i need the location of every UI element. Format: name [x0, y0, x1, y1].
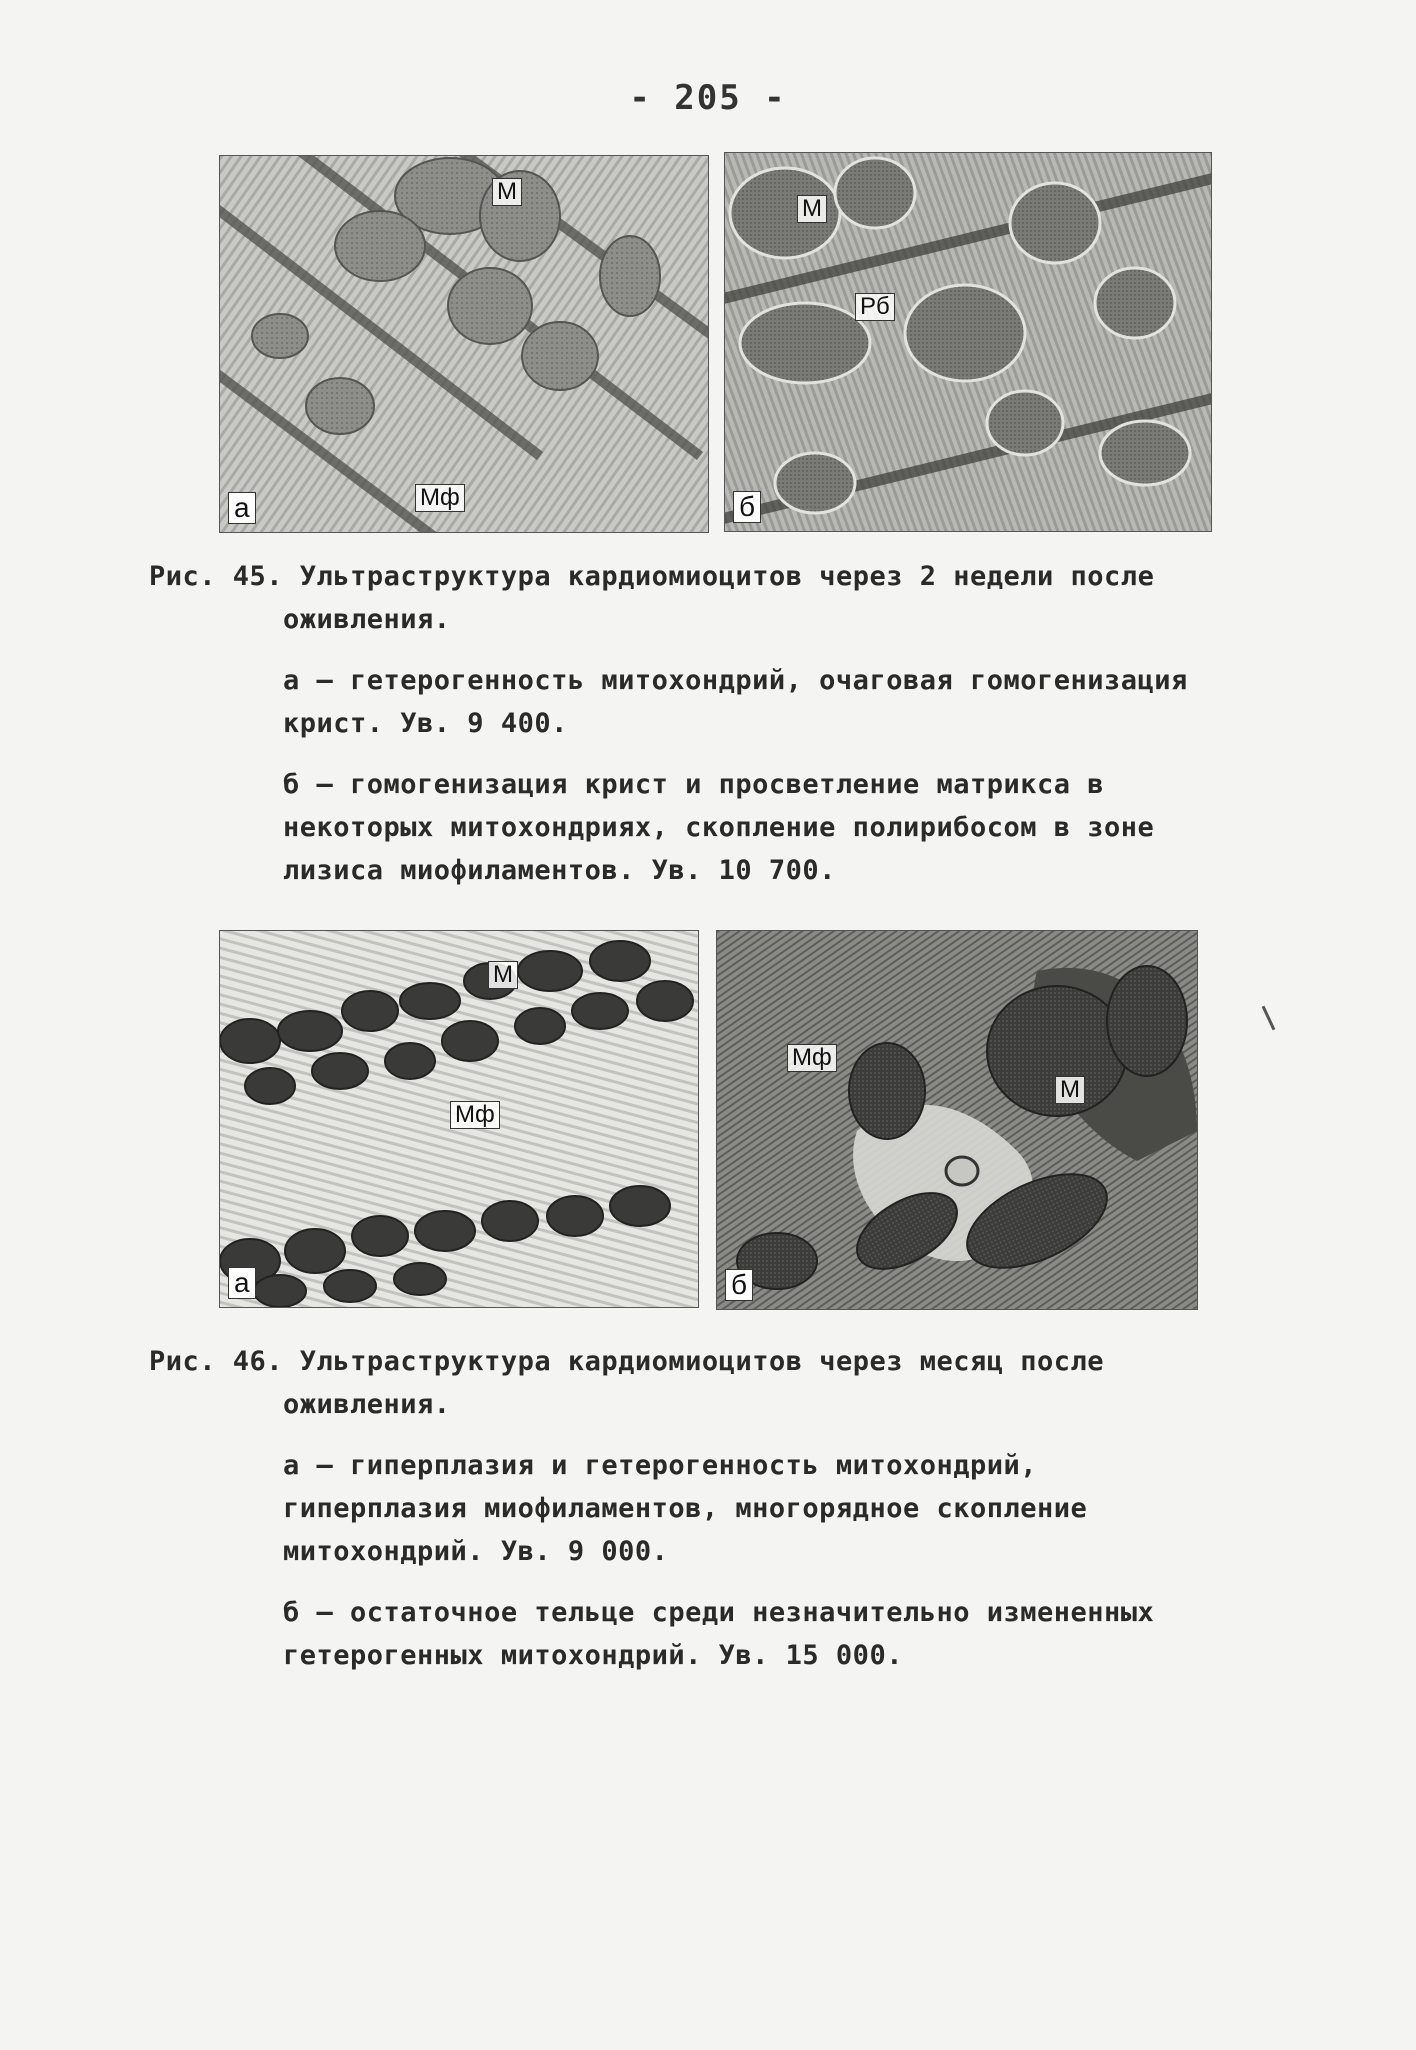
panel-letter-b: б [725, 1269, 753, 1301]
caption-45-a: а – гетерогенность митохондрий, очаговая гомогенизация крист. Ув. 9 400. [283, 665, 1188, 739]
caption-46-b: б – остаточное тельце среди незначительно измененных гетерогенных митохондрий. Ув. 15 000. [283, 1597, 1155, 1671]
stray-pen-mark [1262, 1006, 1276, 1031]
figure-46-caption [149, 1340, 1234, 1677]
label-mitochondria: М [492, 178, 522, 206]
caption-46-a: а – гиперплазия и гетерогенность митохондрий, гиперплазия миофиламентов, многорядное скопление митохондрий. Ув. 9 000. [283, 1450, 1088, 1567]
panel-letter-a: а [228, 1267, 256, 1299]
panel-letter-a: а [228, 492, 256, 524]
label-mitochondria: М [488, 961, 518, 989]
label-mitochondria: М [797, 195, 827, 223]
label-mitochondria: М [1055, 1076, 1085, 1104]
label-myofibrils: Мф [787, 1044, 837, 1072]
figure-45-caption [149, 555, 1234, 892]
micrograph-45a [219, 155, 709, 533]
label-myofibrils: Мф [450, 1101, 500, 1129]
micrograph-46b [716, 930, 1198, 1310]
panel-letter-b: б [733, 491, 761, 523]
label-ribosomes: Рб [855, 293, 895, 321]
page-number: - 205 - [629, 78, 787, 118]
caption-45-title: Рис. 45. Ультраструктура кардиомиоцитов через 2 недели после оживления. [149, 561, 1155, 635]
micrograph-45b [724, 152, 1212, 532]
micrograph-46a [219, 930, 699, 1308]
label-myofibrils: Мф [415, 484, 465, 512]
caption-45-b: б – гомогенизация крист и просветление матрикса в некоторых митохондриях, скопление полирибосом в зоне лизиса миофиламентов. Ув. 10 700. [283, 769, 1155, 886]
caption-46-title: Рис. 46. Ультраструктура кардиомиоцитов через месяц после оживления. [149, 1346, 1105, 1420]
